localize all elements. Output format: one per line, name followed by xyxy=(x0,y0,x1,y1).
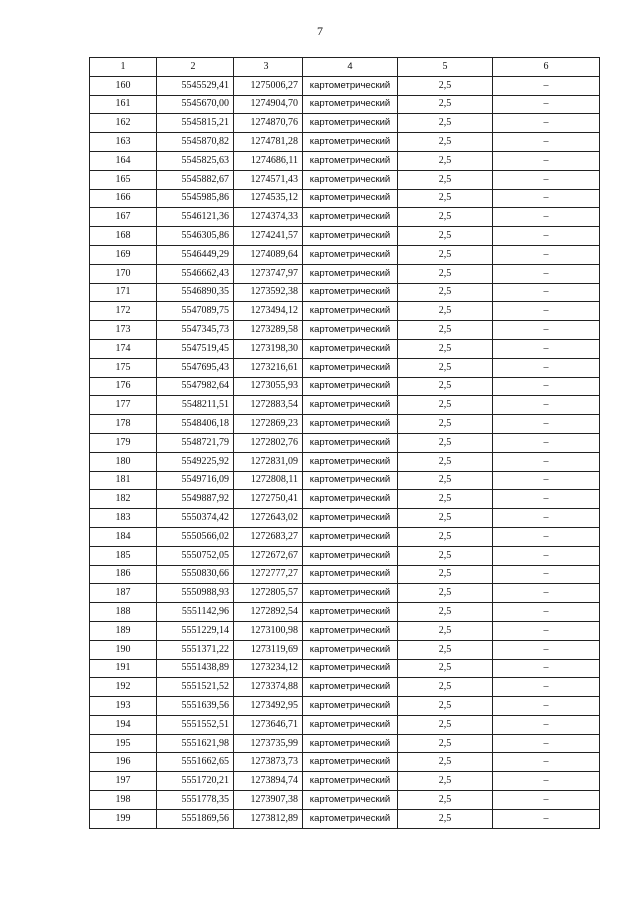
point-number-cell: 167 xyxy=(90,208,157,227)
note-cell: – xyxy=(493,170,600,189)
point-number-cell: 194 xyxy=(90,715,157,734)
method-cell: картометрический xyxy=(303,715,398,734)
y-coordinate-cell: 1272808,11 xyxy=(234,471,303,490)
y-coordinate-cell: 1273374,88 xyxy=(234,678,303,697)
table-row xyxy=(90,433,600,452)
x-coordinate-cell: 5551662,65 xyxy=(157,753,234,772)
y-coordinate-cell: 1273907,38 xyxy=(234,791,303,810)
accuracy-cell: 2,5 xyxy=(398,584,493,603)
accuracy-cell: 2,5 xyxy=(398,76,493,95)
accuracy-cell: 2,5 xyxy=(398,471,493,490)
x-coordinate-cell: 5551778,35 xyxy=(157,791,234,810)
accuracy-cell: 2,5 xyxy=(398,659,493,678)
accuracy-cell: 2,5 xyxy=(398,339,493,358)
x-coordinate-cell: 5551639,56 xyxy=(157,697,234,716)
x-coordinate-cell: 5551720,21 xyxy=(157,772,234,791)
x-coordinate-cell: 5551229,14 xyxy=(157,621,234,640)
y-coordinate-cell: 1273119,69 xyxy=(234,640,303,659)
note-cell: – xyxy=(493,565,600,584)
method-cell: картометрический xyxy=(303,283,398,302)
y-coordinate-cell: 1274686,11 xyxy=(234,151,303,170)
x-coordinate-cell: 5549716,09 xyxy=(157,471,234,490)
x-coordinate-cell: 5545825,63 xyxy=(157,151,234,170)
method-cell: картометрический xyxy=(303,189,398,208)
point-number-cell: 186 xyxy=(90,565,157,584)
table-row xyxy=(90,490,600,509)
method-cell: картометрический xyxy=(303,339,398,358)
point-number-cell: 173 xyxy=(90,321,157,340)
point-number-cell: 168 xyxy=(90,227,157,246)
table-row xyxy=(90,471,600,490)
note-cell: – xyxy=(493,415,600,434)
x-coordinate-cell: 5548211,51 xyxy=(157,396,234,415)
note-cell: – xyxy=(493,471,600,490)
column-header-1: 1 xyxy=(90,58,157,77)
x-coordinate-cell: 5545985,86 xyxy=(157,189,234,208)
accuracy-cell: 2,5 xyxy=(398,490,493,509)
accuracy-cell: 2,5 xyxy=(398,170,493,189)
y-coordinate-cell: 1274535,12 xyxy=(234,189,303,208)
column-header-5: 5 xyxy=(398,58,493,77)
table-row xyxy=(90,396,600,415)
point-number-cell: 193 xyxy=(90,697,157,716)
accuracy-cell: 2,5 xyxy=(398,245,493,264)
note-cell: – xyxy=(493,227,600,246)
accuracy-cell: 2,5 xyxy=(398,396,493,415)
y-coordinate-cell: 1274904,70 xyxy=(234,95,303,114)
method-cell: картометрический xyxy=(303,302,398,321)
note-cell: – xyxy=(493,452,600,471)
column-header-3: 3 xyxy=(234,58,303,77)
note-cell: – xyxy=(493,95,600,114)
method-cell: картометрический xyxy=(303,565,398,584)
point-number-cell: 195 xyxy=(90,734,157,753)
y-coordinate-cell: 1273055,93 xyxy=(234,377,303,396)
table-row xyxy=(90,565,600,584)
y-coordinate-cell: 1272750,41 xyxy=(234,490,303,509)
point-number-cell: 175 xyxy=(90,358,157,377)
accuracy-cell: 2,5 xyxy=(398,565,493,584)
x-coordinate-cell: 5550988,93 xyxy=(157,584,234,603)
x-coordinate-cell: 5551869,56 xyxy=(157,809,234,828)
note-cell: – xyxy=(493,659,600,678)
page-number: 7 xyxy=(317,24,323,38)
point-number-cell: 169 xyxy=(90,245,157,264)
accuracy-cell: 2,5 xyxy=(398,227,493,246)
table-row xyxy=(90,415,600,434)
y-coordinate-cell: 1272883,54 xyxy=(234,396,303,415)
accuracy-cell: 2,5 xyxy=(398,114,493,133)
note-cell: – xyxy=(493,321,600,340)
table-row xyxy=(90,527,600,546)
y-coordinate-cell: 1272643,02 xyxy=(234,509,303,528)
column-header-4: 4 xyxy=(303,58,398,77)
note-cell: – xyxy=(493,791,600,810)
accuracy-cell: 2,5 xyxy=(398,603,493,622)
accuracy-cell: 2,5 xyxy=(398,189,493,208)
method-cell: картометрический xyxy=(303,396,398,415)
y-coordinate-cell: 1273216,61 xyxy=(234,358,303,377)
x-coordinate-cell: 5545882,67 xyxy=(157,170,234,189)
point-number-cell: 192 xyxy=(90,678,157,697)
x-coordinate-cell: 5549225,92 xyxy=(157,452,234,471)
method-cell: картометрический xyxy=(303,415,398,434)
accuracy-cell: 2,5 xyxy=(398,95,493,114)
y-coordinate-cell: 1272777,27 xyxy=(234,565,303,584)
x-coordinate-cell: 5547695,43 xyxy=(157,358,234,377)
method-cell: картометрический xyxy=(303,377,398,396)
table-row xyxy=(90,245,600,264)
table-row xyxy=(90,264,600,283)
note-cell: – xyxy=(493,396,600,415)
table-row xyxy=(90,95,600,114)
method-cell: картометрический xyxy=(303,509,398,528)
y-coordinate-cell: 1274374,33 xyxy=(234,208,303,227)
point-number-cell: 197 xyxy=(90,772,157,791)
method-cell: картометрический xyxy=(303,527,398,546)
x-coordinate-cell: 5550830,66 xyxy=(157,565,234,584)
table-row xyxy=(90,621,600,640)
point-number-cell: 176 xyxy=(90,377,157,396)
coordinates-table xyxy=(89,57,600,829)
point-number-cell: 160 xyxy=(90,76,157,95)
note-cell: – xyxy=(493,509,600,528)
note-cell: – xyxy=(493,189,600,208)
method-cell: картометрический xyxy=(303,603,398,622)
y-coordinate-cell: 1273747,97 xyxy=(234,264,303,283)
method-cell: картометрический xyxy=(303,358,398,377)
note-cell: – xyxy=(493,490,600,509)
x-coordinate-cell: 5549887,92 xyxy=(157,490,234,509)
column-header-6: 6 xyxy=(493,58,600,77)
point-number-cell: 163 xyxy=(90,133,157,152)
point-number-cell: 189 xyxy=(90,621,157,640)
method-cell: картометрический xyxy=(303,546,398,565)
table-row xyxy=(90,678,600,697)
accuracy-cell: 2,5 xyxy=(398,527,493,546)
x-coordinate-cell: 5546305,86 xyxy=(157,227,234,246)
point-number-cell: 162 xyxy=(90,114,157,133)
method-cell: картометрический xyxy=(303,151,398,170)
method-cell: картометрический xyxy=(303,76,398,95)
accuracy-cell: 2,5 xyxy=(398,208,493,227)
x-coordinate-cell: 5546121,36 xyxy=(157,208,234,227)
accuracy-cell: 2,5 xyxy=(398,452,493,471)
x-coordinate-cell: 5546449,29 xyxy=(157,245,234,264)
method-cell: картометрический xyxy=(303,734,398,753)
accuracy-cell: 2,5 xyxy=(398,133,493,152)
x-coordinate-cell: 5548406,18 xyxy=(157,415,234,434)
method-cell: картометрический xyxy=(303,791,398,810)
method-cell: картометрический xyxy=(303,678,398,697)
table-row xyxy=(90,715,600,734)
accuracy-cell: 2,5 xyxy=(398,283,493,302)
y-coordinate-cell: 1273492,95 xyxy=(234,697,303,716)
table-row xyxy=(90,452,600,471)
note-cell: – xyxy=(493,621,600,640)
accuracy-cell: 2,5 xyxy=(398,640,493,659)
table-row xyxy=(90,170,600,189)
x-coordinate-cell: 5547982,64 xyxy=(157,377,234,396)
point-number-cell: 190 xyxy=(90,640,157,659)
note-cell: – xyxy=(493,640,600,659)
column-header-2: 2 xyxy=(157,58,234,77)
table-row xyxy=(90,697,600,716)
y-coordinate-cell: 1272672,67 xyxy=(234,546,303,565)
table-row xyxy=(90,133,600,152)
y-coordinate-cell: 1274241,57 xyxy=(234,227,303,246)
accuracy-cell: 2,5 xyxy=(398,697,493,716)
point-number-cell: 178 xyxy=(90,415,157,434)
note-cell: – xyxy=(493,245,600,264)
note-cell: – xyxy=(493,114,600,133)
accuracy-cell: 2,5 xyxy=(398,264,493,283)
point-number-cell: 166 xyxy=(90,189,157,208)
point-number-cell: 170 xyxy=(90,264,157,283)
accuracy-cell: 2,5 xyxy=(398,377,493,396)
y-coordinate-cell: 1273234,12 xyxy=(234,659,303,678)
x-coordinate-cell: 5550752,05 xyxy=(157,546,234,565)
y-coordinate-cell: 1275006,27 xyxy=(234,76,303,95)
point-number-cell: 185 xyxy=(90,546,157,565)
method-cell: картометрический xyxy=(303,114,398,133)
point-number-cell: 165 xyxy=(90,170,157,189)
point-number-cell: 196 xyxy=(90,753,157,772)
y-coordinate-cell: 1273646,71 xyxy=(234,715,303,734)
y-coordinate-cell: 1272805,57 xyxy=(234,584,303,603)
table-row xyxy=(90,772,600,791)
y-coordinate-cell: 1273873,73 xyxy=(234,753,303,772)
note-cell: – xyxy=(493,584,600,603)
accuracy-cell: 2,5 xyxy=(398,791,493,810)
method-cell: картометрический xyxy=(303,321,398,340)
method-cell: картометрический xyxy=(303,471,398,490)
method-cell: картометрический xyxy=(303,264,398,283)
method-cell: картометрический xyxy=(303,133,398,152)
y-coordinate-cell: 1274089,64 xyxy=(234,245,303,264)
method-cell: картометрический xyxy=(303,809,398,828)
method-cell: картометрический xyxy=(303,584,398,603)
table-row xyxy=(90,76,600,95)
accuracy-cell: 2,5 xyxy=(398,415,493,434)
x-coordinate-cell: 5551621,98 xyxy=(157,734,234,753)
method-cell: картометрический xyxy=(303,697,398,716)
table-row xyxy=(90,509,600,528)
table-row xyxy=(90,377,600,396)
x-coordinate-cell: 5546662,43 xyxy=(157,264,234,283)
table-row xyxy=(90,791,600,810)
x-coordinate-cell: 5545529,41 xyxy=(157,76,234,95)
note-cell: – xyxy=(493,264,600,283)
x-coordinate-cell: 5548721,79 xyxy=(157,433,234,452)
point-number-cell: 182 xyxy=(90,490,157,509)
table-row xyxy=(90,584,600,603)
accuracy-cell: 2,5 xyxy=(398,678,493,697)
note-cell: – xyxy=(493,527,600,546)
note-cell: – xyxy=(493,809,600,828)
accuracy-cell: 2,5 xyxy=(398,509,493,528)
x-coordinate-cell: 5551371,22 xyxy=(157,640,234,659)
note-cell: – xyxy=(493,697,600,716)
y-coordinate-cell: 1273894,74 xyxy=(234,772,303,791)
note-cell: – xyxy=(493,358,600,377)
x-coordinate-cell: 5547345,73 xyxy=(157,321,234,340)
y-coordinate-cell: 1272892,54 xyxy=(234,603,303,622)
x-coordinate-cell: 5551521,52 xyxy=(157,678,234,697)
table-row xyxy=(90,358,600,377)
point-number-cell: 161 xyxy=(90,95,157,114)
x-coordinate-cell: 5545870,82 xyxy=(157,133,234,152)
point-number-cell: 164 xyxy=(90,151,157,170)
note-cell: – xyxy=(493,208,600,227)
x-coordinate-cell: 5551438,89 xyxy=(157,659,234,678)
accuracy-cell: 2,5 xyxy=(398,433,493,452)
point-number-cell: 174 xyxy=(90,339,157,358)
method-cell: картометрический xyxy=(303,659,398,678)
method-cell: картометрический xyxy=(303,621,398,640)
accuracy-cell: 2,5 xyxy=(398,715,493,734)
accuracy-cell: 2,5 xyxy=(398,151,493,170)
point-number-cell: 191 xyxy=(90,659,157,678)
note-cell: – xyxy=(493,283,600,302)
table-row xyxy=(90,321,600,340)
point-number-cell: 180 xyxy=(90,452,157,471)
point-number-cell: 181 xyxy=(90,471,157,490)
accuracy-cell: 2,5 xyxy=(398,302,493,321)
method-cell: картометрический xyxy=(303,227,398,246)
note-cell: – xyxy=(493,546,600,565)
x-coordinate-cell: 5551552,51 xyxy=(157,715,234,734)
method-cell: картометрический xyxy=(303,640,398,659)
x-coordinate-cell: 5547519,45 xyxy=(157,339,234,358)
accuracy-cell: 2,5 xyxy=(398,621,493,640)
accuracy-cell: 2,5 xyxy=(398,321,493,340)
y-coordinate-cell: 1273494,12 xyxy=(234,302,303,321)
x-coordinate-cell: 5551142,96 xyxy=(157,603,234,622)
note-cell: – xyxy=(493,678,600,697)
point-number-cell: 188 xyxy=(90,603,157,622)
y-coordinate-cell: 1273100,98 xyxy=(234,621,303,640)
point-number-cell: 183 xyxy=(90,509,157,528)
method-cell: картометрический xyxy=(303,490,398,509)
table-row xyxy=(90,189,600,208)
accuracy-cell: 2,5 xyxy=(398,358,493,377)
point-number-cell: 172 xyxy=(90,302,157,321)
method-cell: картометрический xyxy=(303,753,398,772)
y-coordinate-cell: 1274571,43 xyxy=(234,170,303,189)
y-coordinate-cell: 1273735,99 xyxy=(234,734,303,753)
y-coordinate-cell: 1273592,38 xyxy=(234,283,303,302)
note-cell: – xyxy=(493,133,600,152)
note-cell: – xyxy=(493,753,600,772)
note-cell: – xyxy=(493,377,600,396)
table-body xyxy=(90,76,600,828)
table-row xyxy=(90,151,600,170)
x-coordinate-cell: 5547089,75 xyxy=(157,302,234,321)
x-coordinate-cell: 5550374,42 xyxy=(157,509,234,528)
note-cell: – xyxy=(493,339,600,358)
header-row xyxy=(90,58,600,77)
accuracy-cell: 2,5 xyxy=(398,772,493,791)
method-cell: картометрический xyxy=(303,433,398,452)
y-coordinate-cell: 1273198,30 xyxy=(234,339,303,358)
table-header xyxy=(90,58,600,77)
note-cell: – xyxy=(493,433,600,452)
y-coordinate-cell: 1274870,76 xyxy=(234,114,303,133)
note-cell: – xyxy=(493,76,600,95)
method-cell: картометрический xyxy=(303,772,398,791)
method-cell: картометрический xyxy=(303,95,398,114)
note-cell: – xyxy=(493,734,600,753)
table-row xyxy=(90,659,600,678)
y-coordinate-cell: 1272831,09 xyxy=(234,452,303,471)
y-coordinate-cell: 1272683,27 xyxy=(234,527,303,546)
table-row xyxy=(90,640,600,659)
table-row xyxy=(90,302,600,321)
table-row xyxy=(90,734,600,753)
method-cell: картометрический xyxy=(303,170,398,189)
table-row xyxy=(90,753,600,772)
point-number-cell: 171 xyxy=(90,283,157,302)
point-number-cell: 179 xyxy=(90,433,157,452)
y-coordinate-cell: 1272869,23 xyxy=(234,415,303,434)
note-cell: – xyxy=(493,151,600,170)
table-row xyxy=(90,603,600,622)
point-number-cell: 177 xyxy=(90,396,157,415)
note-cell: – xyxy=(493,772,600,791)
table-row xyxy=(90,114,600,133)
x-coordinate-cell: 5545815,21 xyxy=(157,114,234,133)
y-coordinate-cell: 1272802,76 xyxy=(234,433,303,452)
table-row xyxy=(90,227,600,246)
x-coordinate-cell: 5550566,02 xyxy=(157,527,234,546)
table-row xyxy=(90,208,600,227)
table-row xyxy=(90,339,600,358)
y-coordinate-cell: 1273289,58 xyxy=(234,321,303,340)
method-cell: картометрический xyxy=(303,452,398,471)
accuracy-cell: 2,5 xyxy=(398,753,493,772)
accuracy-cell: 2,5 xyxy=(398,809,493,828)
method-cell: картометрический xyxy=(303,245,398,264)
note-cell: – xyxy=(493,603,600,622)
table-row xyxy=(90,283,600,302)
y-coordinate-cell: 1273812,89 xyxy=(234,809,303,828)
x-coordinate-cell: 5545670,00 xyxy=(157,95,234,114)
point-number-cell: 184 xyxy=(90,527,157,546)
accuracy-cell: 2,5 xyxy=(398,734,493,753)
table-row xyxy=(90,546,600,565)
x-coordinate-cell: 5546890,35 xyxy=(157,283,234,302)
note-cell: – xyxy=(493,715,600,734)
point-number-cell: 187 xyxy=(90,584,157,603)
point-number-cell: 198 xyxy=(90,791,157,810)
note-cell: – xyxy=(493,302,600,321)
point-number-cell: 199 xyxy=(90,809,157,828)
y-coordinate-cell: 1274781,28 xyxy=(234,133,303,152)
table-row xyxy=(90,809,600,828)
accuracy-cell: 2,5 xyxy=(398,546,493,565)
method-cell: картометрический xyxy=(303,208,398,227)
